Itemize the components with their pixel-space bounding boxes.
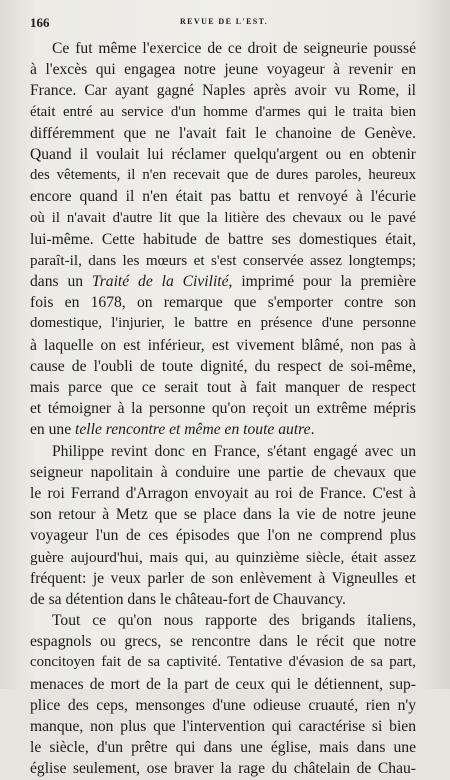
running-head xyxy=(30,15,432,29)
text-line: où il n'avait d'autre lit que la litière des chevaux ou le pavé xyxy=(30,209,416,226)
text-line: paraît-il, dans les mœurs et s'est conservée assez longtemps; xyxy=(30,251,416,269)
text-line: à laquelle on est inférieur, est vivement blâmé, non pas à xyxy=(30,336,416,354)
text-line: de sa détention dans le château-fort de Chauvancy. xyxy=(30,590,346,608)
text-line: et témoigner à la personne qu'on reçoit un extrême mépris xyxy=(30,400,416,418)
body-text xyxy=(30,38,416,780)
text-line: Tout ce qu'on nous rapporte des brigands italiens, xyxy=(52,612,416,630)
text-line: plice des ceps, mensonges d'une odieuse cruauté, rien n'y xyxy=(30,696,416,714)
italic-phrase: telle rencontre et même en toute autre xyxy=(75,421,311,439)
italic-title: Traité de la Civilité xyxy=(91,273,229,291)
text-line: à l'excès qui engagea notre jeune voyageur à revenir en xyxy=(30,61,416,79)
text-line: église seulement, ose braver la rage du châtelain de Chau- xyxy=(30,760,416,778)
text-line: menaces de mort de la part de ceux qui le détiennent, sup- xyxy=(30,675,416,693)
text-line: le roi Ferrand d'Arragon envoyait au roi de France. C'est à xyxy=(30,484,416,502)
text-line: Quand il voulait lui réclamer quelqu'argent ou en obtenir xyxy=(30,145,416,163)
text-line: France. Car ayant gagné Naples après avoir vu Rome, il xyxy=(30,82,416,100)
text-line: manque, non plus que l'intervention qui caractérise si bien xyxy=(30,718,416,735)
text-line: espagnols ou grecs, se rencontre dans le récit que notre xyxy=(30,633,416,651)
text-line: fréquent: je veux parler de son enlèvement à Vigneulles et xyxy=(30,569,416,587)
text-line: était entré au service d'un homme d'armes qui le traita bien xyxy=(30,103,416,120)
text-line: concitoyen fait de sa captivité. Tentative d'évasion de sa part, xyxy=(30,654,416,671)
page-number: 166 xyxy=(30,15,50,30)
text-line: Philippe revint donc en France, s'étant engagé avec un xyxy=(52,442,416,460)
text-line: fois en 1678, on remarque que s'emporter contre son xyxy=(30,294,416,312)
text-line: des vêtements, il n'en recevait que de dures paroles, heureux xyxy=(30,167,416,184)
text-line: guère aujourd'hui, mais qui, au quinzième siècle, était assez xyxy=(30,548,416,566)
text-line: mais parce que ce serait tout à fait manquer de respect xyxy=(30,379,416,396)
text-line: voyageur l'un de ces épisodes que l'on ne comprend plus xyxy=(30,527,416,545)
text-line: en une telle rencontre et même en toute autre. xyxy=(30,421,315,439)
text-line: domestique, l'injurier, le battre en présence d'une personne xyxy=(30,315,416,332)
text-line: seigneur napolitain à conduire une partie de chevaux que xyxy=(30,463,416,481)
text-line: lui-même. Cette habitude de battre ses domestiques était, xyxy=(30,230,416,248)
journal-title: REVUE DE L'EST. xyxy=(180,17,269,26)
text-line: le siècle, d'un prêtre qui dans une église, mais dans une xyxy=(30,739,416,757)
text-line: encore quand il n'en était pas battu et renvoyé à l'écurie xyxy=(30,188,416,206)
text-line: son retour à Metz que se place dans la vie de notre jeune xyxy=(30,506,416,524)
text-line: cause de l'oubli de toute dignité, du respect de soi-même, xyxy=(30,357,416,375)
text-line: dans un Traité de la Civilité, imprimé pour la première xyxy=(30,273,416,291)
text-line: Ce fut même l'exercice de ce droit de seigneurie poussé xyxy=(52,40,416,57)
text-line: différemment que ne l'avait fait le chanoine de Genève. xyxy=(30,124,416,142)
